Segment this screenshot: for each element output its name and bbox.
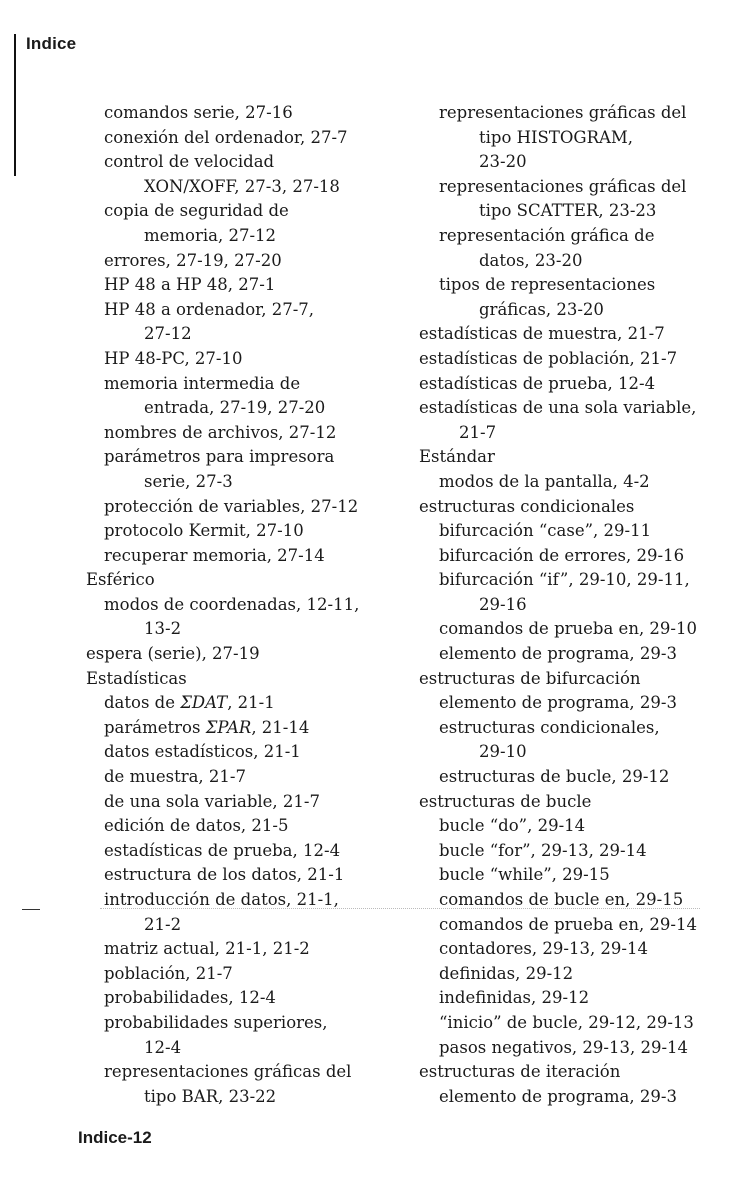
index-heading: estructuras de bucle [419,791,592,811]
index-entry: elemento de programa, 29-3 [439,1086,677,1106]
index-heading: estructuras de iteración [419,1062,621,1082]
index-entry: estructura de los datos, 21-1 [104,865,345,885]
index-entry: definidas, 29-12 [439,963,574,983]
index-entry: comandos serie, 27-16 [104,103,293,122]
index-entry: de una sola variable, 21-7 [104,791,320,811]
index-entry-continuation: XON/XOFF, 27-3, 27-18 [144,176,340,196]
index-entry: nombres de archivos, 27-12 [104,422,337,442]
index-entry: estructuras de bucle, 29-12 [439,767,670,787]
index-entry-continuation: 12-4 [144,1037,182,1057]
index-entry-continuation: tipo SCATTER, 23-23 [479,201,657,221]
index-entry: edición de datos, 21-5 [104,816,289,836]
index-entry: bucle “while”, 29-15 [439,865,610,885]
index-entry: protección de variables, 27-12 [104,496,359,516]
index-column-left [86,101,386,1109]
index-entry-continuation: gráficas, 23-20 [479,299,604,319]
margin-rule [14,34,16,176]
entry-symbol: ΣPAR [205,717,252,737]
index-heading: estructuras condicionales [419,496,635,516]
index-entry: modos de coordenadas, 12-11, [104,594,360,614]
index-entry [86,716,386,741]
index-entry: representaciones gráficas del [104,1062,352,1082]
index-entry: parámetros para impresora [104,447,335,467]
index-entry-continuation: 29-10 [479,742,527,762]
index-entry-continuation: 23-20 [479,152,527,172]
index-entry: elemento de programa, 29-3 [439,644,677,664]
index-entry: representación gráfica de [439,225,655,245]
index-heading: estadísticas de prueba, 12-4 [419,373,656,393]
index-entry-continuation: 13-2 [144,619,182,639]
index-heading: estadísticas de una sola variable, [419,398,697,418]
index-entry: estadísticas de prueba, 12-4 [104,840,341,860]
index-entry: “inicio” de bucle, 29-12, 29-13 [439,1012,694,1032]
index-entry: control de velocidad [104,152,275,172]
index-entry: representaciones gráficas del [439,103,687,122]
index-entry: representaciones gráficas del [439,176,687,196]
index-heading: Estadísticas [86,668,187,688]
index-entry: probabilidades superiores, [104,1012,328,1032]
index-entry-continuation: datos, 23-20 [479,250,583,270]
index-entry: HP 48 a ordenador, 27-7, [104,299,315,319]
index-heading: Estándar [419,447,495,467]
index-entry: indefinidas, 29-12 [439,988,590,1008]
index-entry-continuation: 21-2 [144,914,182,934]
index-entry: bifurcación “if”, 29-10, 29-11, [439,570,690,590]
index-entry: tipos de representaciones [439,275,656,295]
index-heading: estadísticas de población, 21-7 [419,348,678,368]
index-entry: de muestra, 21-7 [104,767,246,787]
index-entry: recuperar memoria, 27-14 [104,545,325,565]
index-entry: comandos de prueba en, 29-14 [439,914,697,934]
index-entry: copia de seguridad de [104,201,289,221]
entry-symbol: ΣDAT [180,693,228,713]
index-entry: errores, 27-19, 27-20 [104,250,282,270]
index-entry: comandos de prueba en, 29-10 [439,619,697,639]
index-entry: HP 48 a HP 48, 27-1 [104,275,276,295]
index-entry: población, 21-7 [104,963,233,983]
index-entry-continuation: tipo BAR, 23-22 [144,1086,277,1106]
index-entry-continuation: memoria, 27-12 [144,225,277,245]
index-entry: estructuras condicionales, [439,717,660,737]
index-entry: bifurcación “case”, 29-11 [439,521,652,541]
index-entry: modos de la pantalla, 4-2 [439,471,650,491]
index-entry: datos estadísticos, 21-1 [104,742,301,762]
index-entry: matriz actual, 21-1, 21-2 [104,939,310,959]
entry-ref: , 21-14 [251,717,310,737]
index-heading: estadísticas de muestra, 21-7 [419,324,665,344]
index-entry: protocolo Kermit, 27-10 [104,521,304,541]
index-entry-continuation: entrada, 27-19, 27-20 [144,398,326,418]
index-entry: conexión del ordenador, 27-7 [104,127,348,147]
index-entry: bifurcación de errores, 29-16 [439,545,685,565]
page-header-title: Indice [26,34,77,53]
entry-text: parámetros [104,717,201,737]
index-entry: introducción de datos, 21-1, [104,890,339,909]
index-entry: elemento de programa, 29-3 [439,693,677,713]
index-heading: Esférico [86,570,155,590]
index-entry: probabilidades, 12-4 [104,988,276,1008]
index-entry: bucle “for”, 29-13, 29-14 [439,840,647,860]
index-entry: comandos de bucle en, 29-15 [439,890,684,909]
index-entry-continuation: 21-7 [459,422,497,442]
margin-dash [22,909,40,910]
page-footer-label: Indice-12 [78,1128,152,1147]
index-heading: espera (serie), 27-19 [86,644,260,664]
index-entry: memoria intermedia de [104,373,301,393]
index-entry-continuation: 29-16 [479,594,527,614]
index-entry [86,691,386,716]
entry-ref: , 21-1 [227,693,275,713]
index-entry: HP 48-PC, 27-10 [104,348,243,368]
index-entry-continuation: tipo HISTOGRAM, [479,127,634,147]
index-column-right [419,101,719,1109]
index-entry: contadores, 29-13, 29-14 [439,939,648,959]
index-entry-continuation: serie, 27-3 [144,471,233,491]
index-entry: bucle “do”, 29-14 [439,816,586,836]
index-entry-continuation: 27-12 [144,324,192,344]
entry-text: datos de [104,693,176,713]
index-entry: pasos negativos, 29-13, 29-14 [439,1037,689,1057]
index-heading: estructuras de bifurcación [419,668,641,688]
